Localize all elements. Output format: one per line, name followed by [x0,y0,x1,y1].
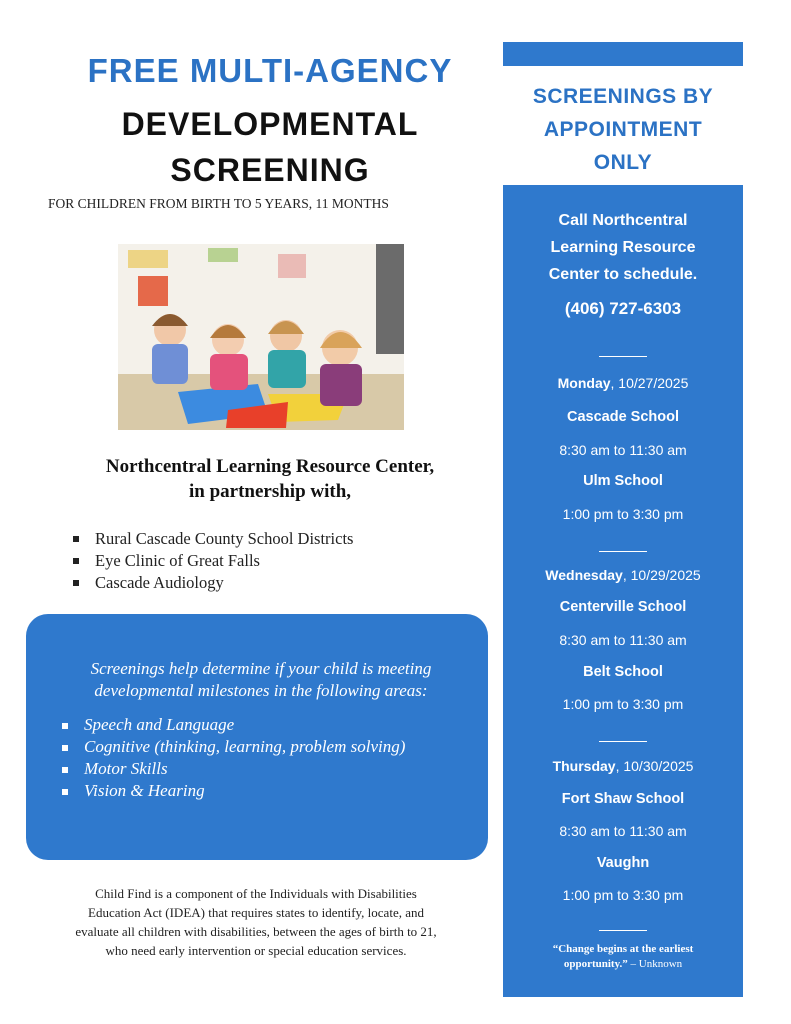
school-name: Ulm School [583,473,663,489]
list-item: Cognitive (thinking, learning, problem solving) [62,736,405,758]
box-intro-line-1: Screenings help determine if your child is meeting [90,659,432,678]
child-find-line-3: evaluate all children with disabilities, between the ages of birth to 21, [75,924,437,939]
date: , 10/30/2025 [615,758,694,774]
box-intro-line-2: developmental milestones in the following areas: [94,681,428,700]
session-time: 8:30 am to 11:30 am [559,632,687,648]
school-name: Belt School [583,664,663,680]
partnership-heading [40,454,500,504]
child-find-line-1: Child Find is a component of the Individuals with Disabilities [95,886,417,901]
appointment-line-1: SCREENINGS BY [532,85,714,108]
sidebar-top-bar [503,42,743,66]
child-find-paragraph [36,884,476,960]
child-find-line-2: Education Act (IDEA) that requires states to identify, locate, and [88,905,424,920]
partnership-line-2: in partnership with, [188,481,352,502]
weekday: Thursday [552,758,616,774]
divider [599,551,647,552]
session-time: 8:30 am to 11:30 am [559,442,687,458]
school-name: Vaughn [596,855,650,871]
list-item: Motor Skills [62,758,405,780]
session-time: 1:00 pm to 3:30 pm [562,506,684,522]
quote [521,942,725,972]
partnership-line-1: Northcentral Learning Resource Center, [105,456,435,477]
quote-author: – Unknown [627,958,683,970]
call-line-1: Call Northcentral [558,212,688,229]
list-item: Cascade Audiology [73,572,353,594]
day-heading [503,567,743,583]
phone-number: (406) 727-6303 [564,299,682,318]
call-line-3: Center to schedule. [548,266,698,283]
quote-line-2: opportunity.” [563,958,628,970]
date: , 10/29/2025 [622,567,701,583]
call-to-schedule [503,207,743,288]
session-time: 8:30 am to 11:30 am [559,823,687,839]
school-name: Fort Shaw School [561,791,685,807]
schedule-sidebar [503,185,743,997]
weekday: Monday [557,375,611,391]
session-time: 1:00 pm to 3:30 pm [562,696,684,712]
list-item: Rural Cascade County School Districts [73,528,353,550]
divider [599,930,647,931]
title-line-1: FREE MULTI-AGENCY [87,52,453,89]
session-time: 1:00 pm to 3:30 pm [562,887,684,903]
list-item: Eye Clinic of Great Falls [73,550,353,572]
list-item: Vision & Hearing [62,780,405,802]
developmental-areas-box [26,614,488,860]
subtitle: FOR CHILDREN FROM BIRTH TO 5 YEARS, 11 MONTHS [48,196,389,211]
divider [599,741,647,742]
child-find-line-4: who need early intervention or special education services. [105,943,407,958]
weekday: Wednesday [545,567,623,583]
quote-line-1: “Change begins at the earliest [552,943,694,955]
children-photo [118,244,404,430]
day-heading [503,375,743,391]
school-name: Centerville School [559,599,687,615]
partners-list [73,528,353,594]
title-line-3: SCREENING [170,152,370,188]
date: , 10/27/2025 [610,375,689,391]
box-intro [46,658,476,702]
call-line-2: Learning Resource [550,239,696,256]
appointment-heading [503,80,743,179]
divider [599,356,647,357]
title-line-2: DEVELOPMENTAL [121,106,419,142]
school-name: Cascade School [566,409,679,425]
day-heading [503,758,743,774]
appointment-line-2: APPOINTMENT [543,118,703,141]
appointment-line-3: ONLY [593,151,653,174]
areas-list [62,714,405,802]
list-item: Speech and Language [62,714,405,736]
